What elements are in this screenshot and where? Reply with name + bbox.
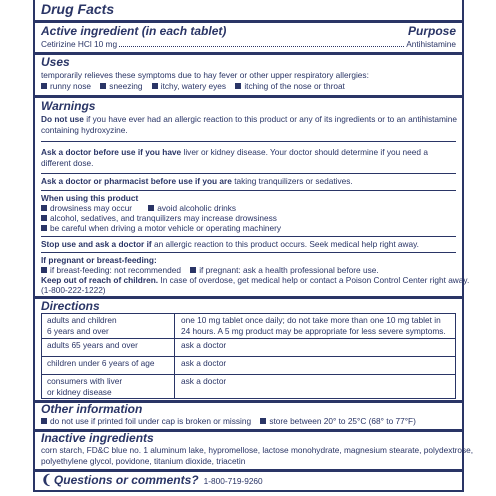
do-not-use-text [35,114,462,125]
active-ingredient-header: Active ingredient (in each tablet) [41,24,227,38]
bullet-icon [100,83,106,89]
what-line: one 10 mg tablet once daily; do not take more than one 10 mg tablet in [181,315,441,325]
warnings-header: Warnings [41,99,96,113]
ask-doctor-body: liver or kidney disease. Your doctor should determine if you need a [183,147,428,157]
divider [41,141,456,142]
active-ingredient: Cetirizine HCl 10 mg [41,39,118,49]
directions-who [41,356,175,374]
do-not-use-text-2: containing hydroxyzine. [41,125,128,135]
pregnant-label: If pregnant or breast-feeding: [41,255,157,265]
directions-who [41,374,175,399]
who-line: adults 65 years and over [47,340,138,350]
bullet-icon [41,205,47,211]
directions-what [175,374,456,399]
inactive-header: Inactive ingredients [41,431,154,445]
divider [35,20,462,23]
stop-use-body: an allergic reaction to this product occurs. Seek medical help right away. [153,239,419,249]
bullet-icon [260,418,266,424]
keep-out-label: Keep out of reach of children. [41,275,159,285]
other-info-header: Other information [41,402,143,416]
uses-intro: temporarily relieves these symptoms due to hay fever or other upper respiratory allergies: [41,70,369,80]
when-using-label: When using this product [41,193,139,203]
phone-bracket-icon: ❨ [41,472,52,487]
when-item: drowsiness may occur [50,203,133,213]
when-item: be careful when driving a motor vehicle or operating machinery [50,223,282,233]
uses-header: Uses [41,55,70,69]
directions-who [41,313,175,338]
use-item: runny nose [50,81,92,91]
do-not-use-body: if you have ever had an allergic reaction to this product or any of its ingredients or to an antihistamine [86,114,457,124]
who-line: consumers with liver [47,376,123,386]
bullet-icon [41,83,47,89]
bullet-icon [41,418,47,424]
directions-what [175,313,456,338]
purpose-header: Purpose [407,24,456,38]
what-line: ask a doctor [181,340,227,350]
divider [41,252,456,253]
use-item: sneezing [109,81,143,91]
directions-row [41,356,456,374]
directions-header: Directions [41,299,100,313]
stop-use-label: Stop use and ask a doctor if [41,239,152,249]
inactive-line-1: corn starch, FD&C blue no. 1 aluminum lake, hypromellose, lactose monohydrate, magnesium stearate, polydextrose, [41,445,474,455]
directions-row [41,374,456,399]
bullet-icon [148,205,154,211]
questions-header: Questions or comments? [53,473,199,487]
do-not-use-label: Do not use [41,114,84,124]
questions-phone: 1-800-719-9260 [203,476,263,486]
who-line: or kidney disease [47,387,112,397]
bullet-icon [152,83,158,89]
bullet-icon [41,225,47,231]
questions-row [35,473,462,487]
ask-pharmacist-text [35,176,462,187]
purpose: Antihistamine [406,39,456,49]
keep-out-body: In case of overdose, get medical help or contact a Poison Control Center right away. [160,275,470,285]
divider [41,190,456,191]
uses-list [35,81,462,92]
pregnant-item: if breast-feeding: not recommended [50,265,181,275]
directions-row [41,313,456,338]
directions-row [41,338,456,356]
bullet-icon [41,267,47,273]
when-item: avoid alcoholic drinks [157,203,237,213]
divider [35,469,462,472]
poison-control-phone: (1-800-222-1222) [41,285,106,295]
what-line: ask a doctor [181,376,227,386]
who-line: children under 6 years of age [47,358,155,368]
ask-doctor-text-2: different dose. [41,158,94,168]
ask-pharmacist-body: taking tranquilizers or sedatives. [234,176,353,186]
directions-who [41,338,175,356]
drug-facts-title: Drug Facts [41,1,115,17]
divider [41,236,456,237]
dot-leader [119,39,404,47]
bullet-icon [190,267,196,273]
directions-what [175,338,456,356]
when-item: alcohol, sedatives, and tranquilizers may increase drowsiness [50,213,277,223]
active-header-row [35,24,462,38]
bullet-icon [41,215,47,221]
who-line: adults and children [47,315,117,325]
other-info-item: do not use if printed foil under cap is broken or missing [50,416,252,426]
active-ingredient-row [35,39,462,50]
ask-doctor-label: Ask a doctor before use if you have [41,147,182,157]
what-line: ask a doctor [181,358,227,368]
who-line: 6 years and over [47,326,109,336]
ask-pharmacist-label: Ask a doctor or pharmacist before use if you are [41,176,232,186]
stop-use-text [35,239,462,250]
other-info-line [35,416,462,427]
pregnant-item: if pregnant: ask a health professional before use. [199,265,379,275]
inactive-line-2: polyethylene glycol, povidone, titanium dioxide, triacetin [41,456,246,466]
other-info-item: store between 20° to 25°C (68° to 77°F) [269,416,416,426]
directions-what [175,356,456,374]
bullet-icon [235,83,241,89]
drug-facts-panel [33,0,474,492]
use-item: itchy, watery eyes [160,81,227,91]
ask-doctor-text [35,147,462,158]
use-item: itching of the nose or throat [244,81,345,91]
divider [41,173,456,174]
divider [35,95,462,98]
when-using-line-3 [35,223,462,234]
what-line: 24 hours. A 5 mg product may be appropriate for less severe symptoms. [181,326,446,336]
